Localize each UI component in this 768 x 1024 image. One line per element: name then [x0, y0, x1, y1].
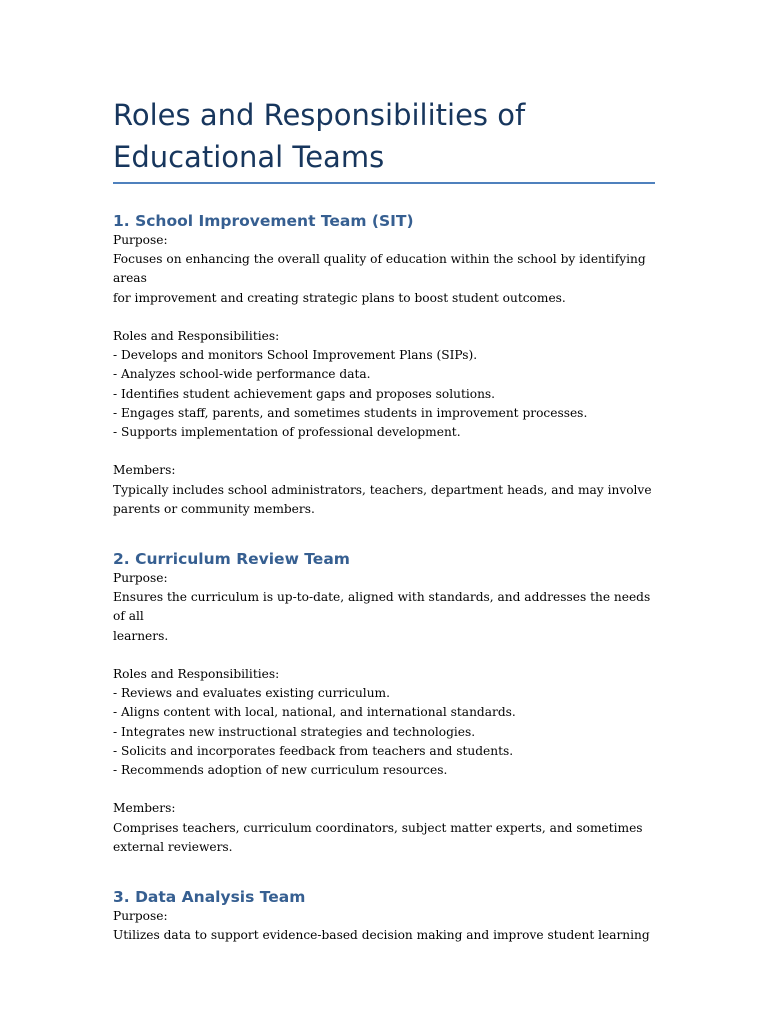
purpose-label: Purpose: — [113, 233, 168, 247]
section-heading: 2. Curriculum Review Team — [113, 550, 350, 569]
page-title — [113, 94, 655, 178]
document-page — [113, 94, 655, 945]
purpose-label: Purpose: — [113, 909, 168, 924]
members-label: Members: — [113, 801, 176, 816]
list-item: - Supports implementation of professional development. — [113, 425, 461, 440]
section-heading: 3. Data Analysis Team — [113, 888, 306, 907]
roles-label: Roles and Responsibilities: — [113, 667, 280, 682]
list-item: - Reviews and evaluates existing curriculum. — [113, 686, 390, 701]
paragraph-gap — [113, 308, 655, 327]
members-label: Members: — [113, 463, 176, 478]
members-line: Typically includes school administrators, teachers, department heads, and may involve — [113, 482, 652, 497]
list-item: - Identifies student achievement gaps and proposes solutions. — [113, 386, 496, 401]
paragraph-gap — [113, 646, 655, 665]
section-school-improvement-team — [113, 211, 655, 519]
section-heading: 1. School Improvement Team (SIT) — [113, 212, 414, 230]
roles-list — [113, 346, 655, 442]
section-curriculum-review-team — [113, 549, 655, 857]
list-item: - Recommends adoption of new curriculum resources. — [113, 763, 448, 778]
title-line-1: Roles and Responsibilities of — [113, 98, 526, 132]
roles-list — [113, 684, 655, 780]
purpose-line: learners. — [113, 628, 169, 643]
section-data-analysis-team — [113, 887, 655, 945]
list-item: - Solicits and incorporates feedback from teachers and students. — [113, 743, 514, 758]
list-item: - Aligns content with local, national, and international standards. — [113, 705, 516, 720]
members-line: external reviewers. — [113, 839, 233, 854]
paragraph-gap — [113, 780, 655, 799]
members-line: Comprises teachers, curriculum coordinators, subject matter experts, and sometimes — [113, 820, 643, 835]
purpose-line: Utilizes data to support evidence-based decision making and improve student learning — [113, 928, 650, 943]
purpose-label: Purpose: — [113, 571, 168, 586]
purpose-line: Ensures the curriculum is up-to-date, aligned with standards, and addresses the needs of all — [113, 590, 651, 624]
list-item: - Engages staff, parents, and sometimes students in improvement processes. — [113, 405, 588, 420]
list-item: - Analyzes school-wide performance data. — [113, 367, 371, 382]
list-item: - Integrates new instructional strategies and technologies. — [113, 724, 476, 739]
purpose-line: Focuses on enhancing the overall quality of education within the school by identifying areas — [113, 252, 646, 286]
paragraph-gap — [113, 442, 655, 461]
list-item: - Develops and monitors School Improvement Plans (SIPs). — [113, 348, 478, 363]
title-underline-rule — [113, 182, 655, 184]
purpose-line: for improvement and creating strategic plans to boost student outcomes. — [113, 290, 566, 305]
roles-label: Roles and Responsibilities: — [113, 329, 280, 343]
members-line: parents or community members. — [113, 501, 315, 516]
title-line-2: Educational Teams — [113, 140, 385, 174]
